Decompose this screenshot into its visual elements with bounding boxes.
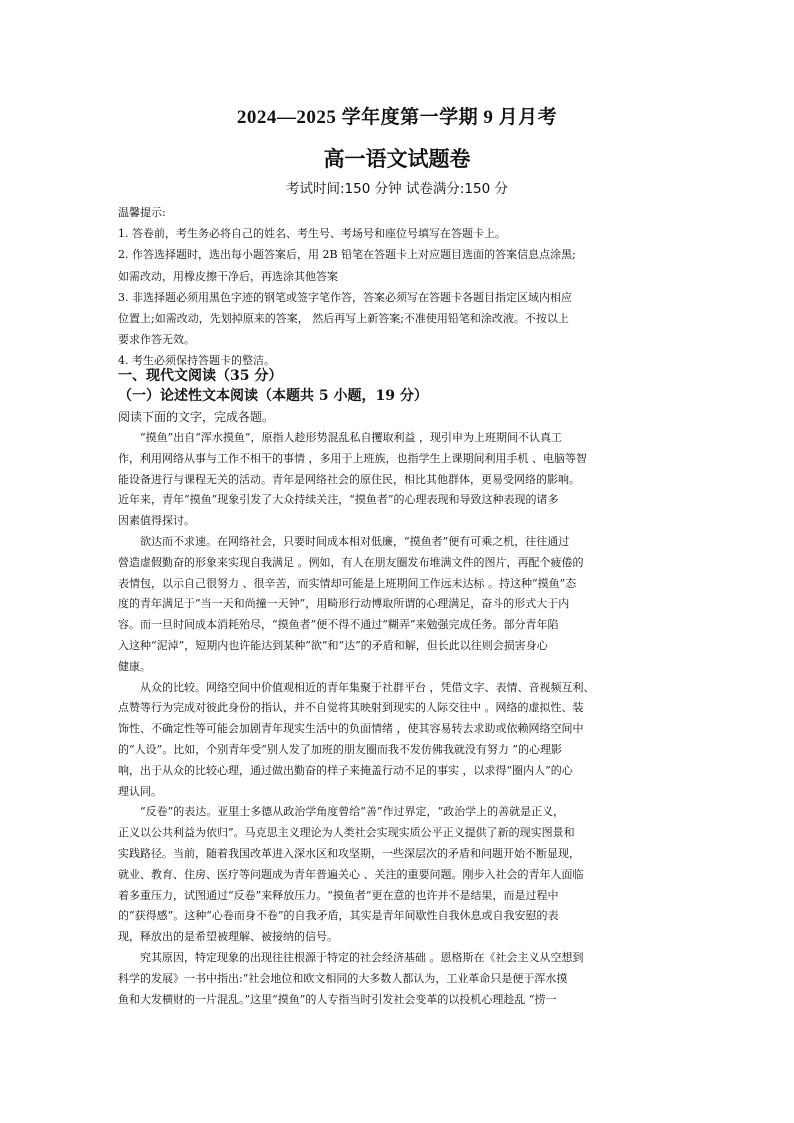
- passage-line: “反卷”的表达。亚里士多德从政治学角度曾给“善”作过界定，“政治学上的善就是正义，: [140, 805, 565, 819]
- passage-line: 健康。: [118, 659, 151, 673]
- passage-line: 近年来，青年“摸鱼”现象引发了大众持续关注，“摸鱼者”的心理表现和导致这种表现的诸多: [118, 493, 559, 507]
- passage-line: 就业、教育、住房、医疗等问题成为青年普遍关心 、关注的重要问题。刚步入社会的青年人面临: [118, 867, 584, 881]
- reading-passage: [118, 428, 684, 1010]
- subsection-heading: （一）论述性文本阅读（本题共 5 小题，19 分）: [118, 388, 428, 404]
- passage-line: 表情包，以示自己很努力 、很辛苦，而实情却可能是上班期间工作远未达标 。持这种“摸鱼”态: [118, 576, 577, 590]
- passage-line: 欲达而不求速。在网络社会，只要时间成本相对低廉，“摸鱼者”便有可乘之机，往往通过: [140, 534, 570, 548]
- passage-line: 正义以公共利益为依归”。马克思主义理论为人类社会实现实质公平正义提供了新的现实图景和: [118, 826, 575, 840]
- section-heading: 一、现代文阅读（35 分）: [118, 368, 283, 384]
- note-line: 3. 非选择题必须用黑色字迹的钢笔或签字笔作答，答案必须写在答题卡各题目指定区域内相应: [118, 290, 572, 304]
- passage-line: 响，出于从众的比较心理，通过做出勤奋的样子来掩盖行动不足的事实 ，以求得“圈内人”的心: [118, 763, 573, 777]
- exam-time-info: 考试时间:150 分钟 试卷满分:150 分: [285, 181, 508, 197]
- passage-line: 因素值得探讨。: [118, 514, 195, 528]
- passage-line: 營造虚假勤奋的形象来实现自我满足 。例如，有人在朋友圈发布堆满文件的图片，再配个疲倦的: [118, 555, 584, 569]
- passage-line: 容。而一旦时间成本消耗殆尽，“摸鱼者”便不得不通过“糊弄”来勉强完成任务。部分青年陷: [118, 618, 559, 632]
- reading-instruction: 阅读下面的文字，完成各题。: [118, 410, 275, 424]
- notes-heading: 温馨提示:: [118, 206, 166, 219]
- passage-line: 度的青年满足于“当一天和尚撞一天钟”，用畸形行动博取所谓的心理满足，奋斗的形式大于内: [118, 597, 570, 611]
- passage-line: 鱼和大发横财的一片混乱。”这里“摸鱼”的人专指当时引发社会变革的以投机心理趁乱 “捞一: [118, 992, 557, 1006]
- note-line: 4. 考生必须保持答题卡的整洁。: [118, 354, 275, 368]
- note-line: 要求作答无效。: [118, 333, 195, 347]
- passage-line: 的“获得感”。这种“心卷而身不卷”的自我矛盾，其实是青年间歇性自我休息或自我安慰的表: [118, 909, 559, 923]
- passage-line: 现，释放出的是希望被理解、被接纳的信号。: [118, 930, 338, 944]
- passage-line: “摸鱼”出自“浑水摸鱼”，原指人趁形势混乱私自攫取利益 ，现引申为上班期间不认真工: [140, 431, 562, 444]
- note-line: 位置上;如需改动，先划掉原来的答案， 然后再写上新答案;不准使用铅笔和涂改液。不按以上: [118, 312, 569, 326]
- passage-line: 理认同。: [118, 784, 162, 798]
- passage-line: 饰性、不确定性等可能会加剧青年现实生活中的负面情绪 ，使其容易转去求助或依赖网络空间中: [118, 722, 584, 736]
- exam-title: 2024—2025 学年度第一学期 9 月月考: [236, 107, 558, 128]
- exam-notes: [118, 202, 684, 372]
- passage-line: 从众的比较。网络空间中价值观相近的青年集聚于社群平台 ，凭借文字、表情、音视频互利、: [140, 680, 595, 694]
- note-line: 如需改动，用橡皮擦干净后，再选涂其他答案: [118, 269, 338, 283]
- note-line: 2. 作答选择题时，选出每小题答案后，用 2B 铅笔在答题卡上对应题目选面的答案信息点涂黑;: [118, 248, 576, 262]
- passage-line: 作，利用网络从事与工作不相干的事情 ，多用于上班族，也指学生上课期间利用手机 、电脑等智: [118, 451, 587, 465]
- note-line: 1. 答卷前，考生务必将自己的姓名、考生号、考场号和座位号填写在答题卡上。: [118, 227, 506, 241]
- passage-line: 实践路径。当前，随着我国改革进入深水区和攻坚期，一些深层次的矛盾和问题开始不断显现，: [118, 846, 580, 860]
- passage-line: 点赞等行为完成对彼此身份的指认，并不自觉将其映射到现实的人际交往中 。网络的虚拟性、装: [118, 701, 584, 715]
- passage-line: 的“人设”。比如，个别青年受“别人发了加班的朋友圈而我不发仿佛我就没有努力 ”的心理影: [118, 742, 562, 756]
- passage-line: 能设备进行与课程无关的活动。青年是网络社会的原住民，相比其他群体，更易受网络的影响。: [118, 472, 580, 486]
- passage-line: 入这种“泥淖”，短期内也许能达到某种“欲”和“达”的矛盾和解，但长此以往则会损害身心: [118, 638, 548, 652]
- passage-line: 究其原因，特定现象的出现往往根源于特定的社会经济基础 。恩格斯在《社会主义从空想到: [140, 950, 584, 964]
- passage-line: 科学的发展》一书中指出:“社会地位和欧文相同的大多数人都认为，工业革命只是便于浑水摸: [118, 971, 568, 985]
- passage-line: 着多重压力，试图通过“反卷”来释放压力。“摸鱼者”更在意的也许并不是结果，而是过程中: [118, 888, 559, 902]
- paper-subtitle: 高一语文试题卷: [323, 146, 471, 171]
